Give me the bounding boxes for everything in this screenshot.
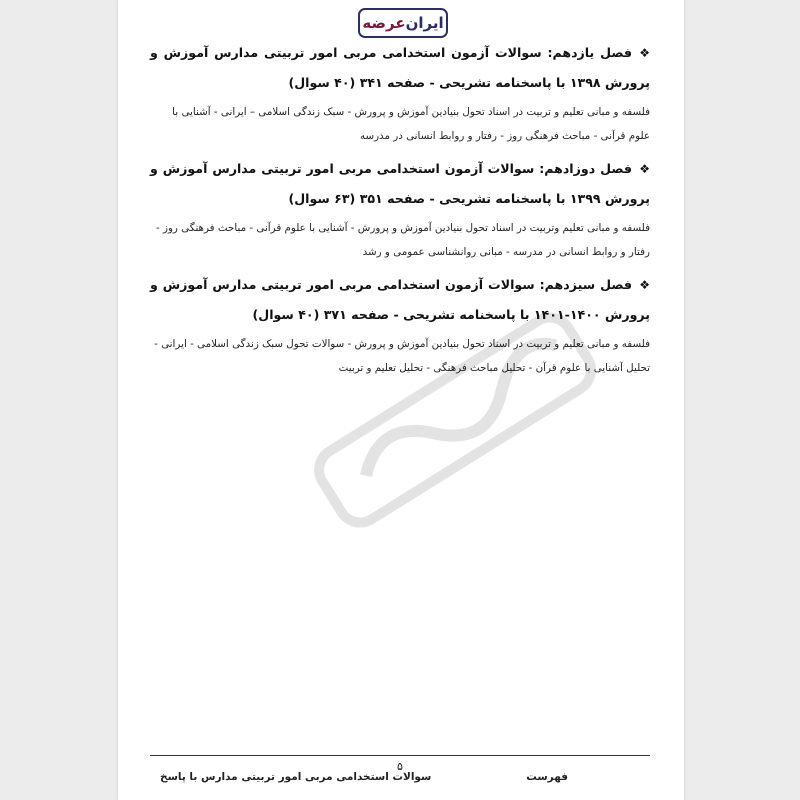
toc-chapter [150, 154, 650, 264]
chapter-title-text: فصل سیزدهم: سوالات آزمون استخدامی مربی امور تربیتی مدارس آموزش و پرورش ۱۴۰۰-۱۴۰۱ با پاسخنامه تشریحی - صفحه ۳۷۱ (۴۰ سوال) [150, 277, 650, 322]
chapter-topics: فلسفه و مبانی تعلیم و تربیت در اسناد تحول بنیادین آموزش و پرورش - سوالات تحول سبک زندگی اسلامی - ایرانی - تحلیل آشنایی با علوم قرآن - تحلیل مباحث فرهنگی - تحلیل تعلیم و تربیت [154, 338, 650, 374]
diamond-bullet-icon: ❖ [639, 278, 650, 292]
chapter-topics: فلسفه و مبانی تعلیم و تربیت در اسناد تحول بنیادین آموزش و پرورش - سبک زندگی اسلامی – ایرانی - آشنایی با علوم قرآنی - مباحث فرهنگی روز - رفتار و روابط انسانی در مدرسه [172, 106, 650, 142]
diamond-bullet-icon: ❖ [639, 46, 650, 60]
chapter-topics: فلسفه و مبانی تعلیم وتربیت در اسناد تحول بنیادین آموزش و پرورش - آشنایی با علوم قرآنی - مباحث فرهنگی روز - رفتار و روابط انسانی در مدرسه - مبانی روانشناسی عمومی و رشد [156, 222, 650, 258]
footer-section-label: فهرست [526, 771, 568, 783]
chapter-title [150, 38, 650, 98]
toc-chapter [150, 38, 650, 148]
logo-text-main: ایران [405, 14, 444, 32]
logo-text-accent: عرضه [362, 14, 406, 32]
toc-chapter [150, 270, 650, 380]
page-number: ۵ [397, 760, 403, 773]
footer-book-title: سوالات استخدامی مربی امور تربیتی مدارس با پاسخ [160, 771, 432, 783]
chapter-title-text: فصل یازدهم: سوالات آزمون استخدامی مربی امور تربیتی مدارس آموزش و پرورش ۱۳۹۸ با پاسخنامه تشریحی - صفحه ۳۴۱ (۴۰ سوال) [150, 45, 650, 90]
chapter-title-text: فصل دوزادهم: سوالات آزمون استخدامی مربی امور تربیتی مدارس آموزش و پرورش ۱۳۹۹ با پاسخنامه تشریحی - صفحه ۳۵۱ (۶۳ سوال) [150, 161, 650, 206]
brand-logo [358, 8, 448, 38]
table-of-contents [150, 38, 650, 386]
chapter-title [150, 154, 650, 214]
chapter-title [150, 270, 650, 330]
diamond-bullet-icon: ❖ [639, 162, 650, 176]
footer-divider [150, 755, 650, 756]
